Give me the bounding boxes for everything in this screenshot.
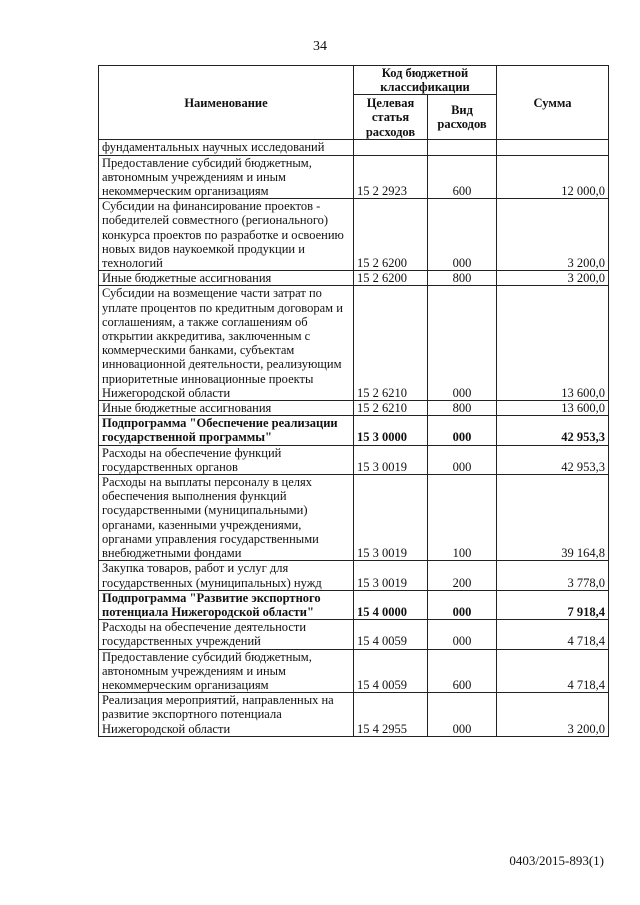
row-target-article: 15 3 0019 bbox=[354, 561, 428, 590]
row-expense-type: 000 bbox=[428, 693, 497, 737]
row-name: Предоставление субсидий бюджетным, автономным учреждениям и иным некоммерческим организациям bbox=[99, 155, 354, 199]
row-name: Подпрограмма "Обеспечение реализации государственной программы" bbox=[99, 416, 354, 445]
table-body bbox=[99, 140, 609, 736]
header-target-article: Целевая статья расходов bbox=[354, 95, 428, 140]
row-amount: 3 200,0 bbox=[497, 199, 609, 271]
header-amount: Сумма bbox=[497, 66, 609, 140]
row-target-article: 15 3 0019 bbox=[354, 475, 428, 561]
header-name: Наименование bbox=[99, 66, 354, 140]
row-amount: 42 953,3 bbox=[497, 416, 609, 445]
row-expense-type: 600 bbox=[428, 649, 497, 693]
row-name: Субсидии на финансирование проектов - победителей совместного (регионального) конкурса проектов по разработке и освоению новых видов наукоемкой продукции и технологий bbox=[99, 199, 354, 271]
table-row bbox=[99, 475, 609, 561]
table-row bbox=[99, 140, 609, 155]
row-amount: 4 718,4 bbox=[497, 649, 609, 693]
table-row bbox=[99, 649, 609, 693]
row-amount: 3 778,0 bbox=[497, 561, 609, 590]
row-target-article: 15 2 2923 bbox=[354, 155, 428, 199]
table-row bbox=[99, 445, 609, 474]
row-name: Закупка товаров, работ и услуг для государственных (муниципальных) нужд bbox=[99, 561, 354, 590]
table-row bbox=[99, 271, 609, 286]
table-row bbox=[99, 590, 609, 619]
row-name: Предоставление субсидий бюджетным, автономным учреждениям и иным некоммерческим организациям bbox=[99, 649, 354, 693]
row-name: Расходы на выплаты персоналу в целях обеспечения выполнения функций государственными (муниципальными) органами, казенными учреждениями, органами управления государственными внебюджетными фондами bbox=[99, 475, 354, 561]
row-expense-type: 000 bbox=[428, 199, 497, 271]
row-expense-type: 000 bbox=[428, 620, 497, 649]
row-expense-type: 200 bbox=[428, 561, 497, 590]
row-target-article: 15 2 6200 bbox=[354, 199, 428, 271]
row-target-article: 15 4 2955 bbox=[354, 693, 428, 737]
row-expense-type: 600 bbox=[428, 155, 497, 199]
row-name: Иные бюджетные ассигнования bbox=[99, 401, 354, 416]
row-target-article: 15 2 6210 bbox=[354, 401, 428, 416]
row-target-article: 15 2 6210 bbox=[354, 286, 428, 401]
table-row bbox=[99, 561, 609, 590]
table-row bbox=[99, 199, 609, 271]
row-expense-type: 800 bbox=[428, 401, 497, 416]
row-name: Субсидии на возмещение части затрат по уплате процентов по кредитным договорам и соглашениям, а также соглашениям об открытии аккредитива, заключенным с коммерческими банками, субъектам инновационной деятельности, реализующим приоритетные инновационные проекты Нижегородской области bbox=[99, 286, 354, 401]
header-expense-type: Вид расходов bbox=[428, 95, 497, 140]
row-amount bbox=[497, 140, 609, 155]
row-expense-type: 000 bbox=[428, 416, 497, 445]
row-amount: 4 718,4 bbox=[497, 620, 609, 649]
row-target-article: 15 2 6200 bbox=[354, 271, 428, 286]
row-expense-type: 000 bbox=[428, 445, 497, 474]
header-code-group: Код бюджетной классификации bbox=[354, 66, 497, 95]
row-amount: 13 600,0 bbox=[497, 401, 609, 416]
row-amount: 42 953,3 bbox=[497, 445, 609, 474]
row-target-article: 15 4 0059 bbox=[354, 649, 428, 693]
page-number: 34 bbox=[313, 39, 327, 54]
row-amount: 7 918,4 bbox=[497, 590, 609, 619]
row-name: Расходы на обеспечение функций государственных органов bbox=[99, 445, 354, 474]
row-expense-type: 100 bbox=[428, 475, 497, 561]
row-expense-type: 000 bbox=[428, 590, 497, 619]
row-target-article: 15 4 0059 bbox=[354, 620, 428, 649]
row-amount: 3 200,0 bbox=[497, 693, 609, 737]
row-amount: 13 600,0 bbox=[497, 286, 609, 401]
row-target-article bbox=[354, 140, 428, 155]
row-expense-type: 000 bbox=[428, 286, 497, 401]
row-name: Расходы на обеспечение деятельности государственных учреждений bbox=[99, 620, 354, 649]
table-row bbox=[99, 286, 609, 401]
row-target-article: 15 4 0000 bbox=[354, 590, 428, 619]
budget-table bbox=[98, 65, 609, 737]
row-target-article: 15 3 0000 bbox=[354, 416, 428, 445]
row-amount: 39 164,8 bbox=[497, 475, 609, 561]
row-name: Реализация мероприятий, направленных на развитие экспортного потенциала Нижегородской области bbox=[99, 693, 354, 737]
row-amount: 3 200,0 bbox=[497, 271, 609, 286]
table-row bbox=[99, 620, 609, 649]
document-code: 0403/2015-893(1) bbox=[509, 853, 604, 868]
table-row bbox=[99, 155, 609, 199]
table-row bbox=[99, 401, 609, 416]
row-target-article: 15 3 0019 bbox=[354, 445, 428, 474]
row-expense-type bbox=[428, 140, 497, 155]
table-row bbox=[99, 693, 609, 737]
row-expense-type: 800 bbox=[428, 271, 497, 286]
row-name: Иные бюджетные ассигнования bbox=[99, 271, 354, 286]
table-row bbox=[99, 416, 609, 445]
row-name: Подпрограмма "Развитие экспортного потенциала Нижегородской области" bbox=[99, 590, 354, 619]
row-name: фундаментальных научных исследований bbox=[99, 140, 354, 155]
row-amount: 12 000,0 bbox=[497, 155, 609, 199]
